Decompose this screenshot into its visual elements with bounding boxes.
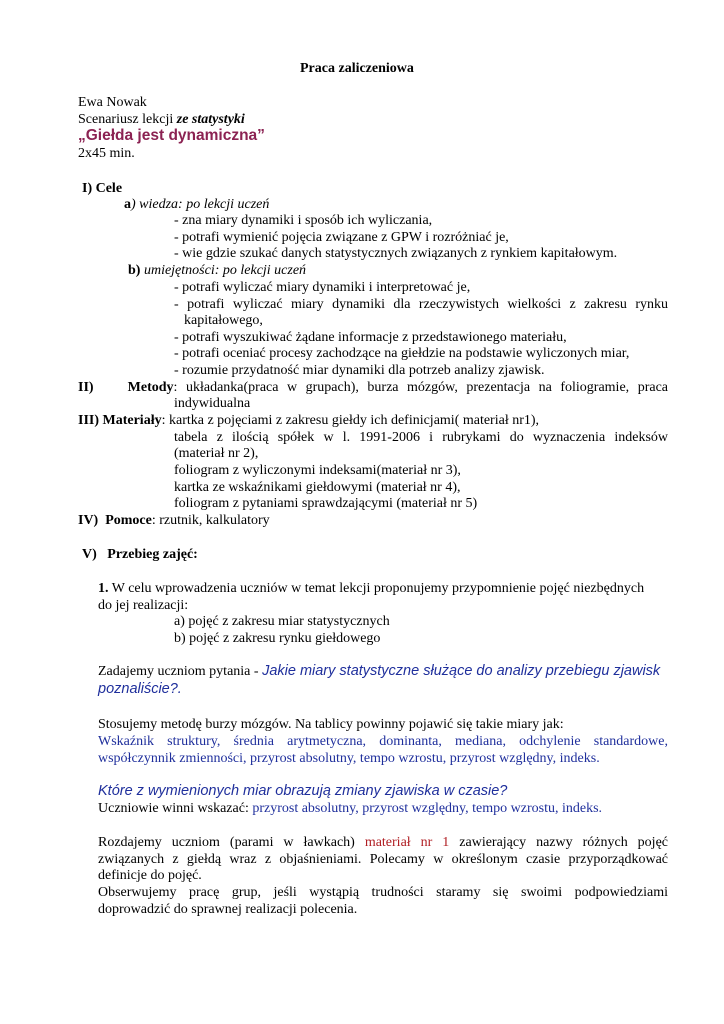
question-text: Jakie miary statystyczne służące do analizy przebiegu zjawisk xyxy=(262,663,661,679)
question2-text: Które z wymienionych miar obrazują zmiany zjawiska w czasie? xyxy=(98,783,508,799)
answer-line xyxy=(98,800,602,817)
goals-b-item: - potrafi wyliczać miary dynamiki i interpretować je, xyxy=(174,280,471,295)
aids-text: : rzutnik, kalkulatory xyxy=(151,513,270,528)
goals-b-item: - potrafi wyliczać miary dynamiki dla rzeczywistych wielkości z zakresu rynku xyxy=(174,297,668,312)
question-intro: Zadajemy uczniom pytania - xyxy=(98,664,263,679)
materials-item: foliogram z pytaniami sprawdzającymi (materiał nr 5) xyxy=(174,496,478,511)
measures-line-cont: współczynnik zmienności, przyrost absolutny, tempo wzrostu, przyrost względny, indeks. xyxy=(98,751,600,766)
step1-text-cont: do jej realizacji: xyxy=(98,598,189,613)
observe-line: Obserwujemy pracę grup, jeśli wystąpią trudności staramy się swoimi podpowiedziami xyxy=(98,885,668,900)
scenario-line xyxy=(78,111,245,128)
goals-b-item: - rozumie przydatność miar dynamiki dla potrzeb analizy zjawisk. xyxy=(174,363,545,378)
answer-text: przyrost absolutny, przyrost względny, tempo wzrostu, indeks. xyxy=(252,801,603,816)
materials-line xyxy=(78,412,539,429)
goals-b-line xyxy=(128,262,306,279)
step1-number: 1. xyxy=(98,581,109,596)
goals-b-label: b) xyxy=(128,263,141,278)
materials-item: : kartka z pojęciami z zakresu giełdy ich definicjami( materiał nr1), xyxy=(161,413,540,428)
goals-b-item: - potrafi oceniać procesy zachodzące na giełdzie na podstawie wyliczonych miar, xyxy=(174,346,630,361)
materials-item: foliogram z wyliczonymi indeksami(materiał nr 3), xyxy=(174,463,461,478)
duration: 2x45 min. xyxy=(78,146,135,161)
goals-heading: I) Cele xyxy=(82,181,123,196)
handout-line-3: definicje do pojęć. xyxy=(98,868,202,883)
lesson-title: „Giełda jest dynamiczna” xyxy=(78,127,265,144)
goals-b-text: umiejętności: po lekcji uczeń xyxy=(140,263,307,278)
brainstorm-line: Stosujemy metodę burzy mózgów. Na tablicy powinny pojawić się takie miary jak: xyxy=(98,717,564,732)
goals-b-item: - potrafi wyszukiwać żądane informacje z przedstawionego materiału, xyxy=(174,330,567,345)
materials-item-cont: (materiał nr 2), xyxy=(174,446,259,461)
goals-a-item: - potrafi wymienić pojęcia związane z GPW i rozróżniać je, xyxy=(174,230,509,245)
methods-line xyxy=(78,379,668,396)
observe-line-2: doprowadzić do sprawnej realizacji polecenia. xyxy=(98,902,358,917)
handout-line-2: związanych z giełdą wraz z objaśnieniami. Polecamy w określonym czasie przyporządkować xyxy=(98,852,668,867)
step1-line xyxy=(98,580,644,597)
answer-intro: Uczniowie winni wskazać: xyxy=(98,801,253,816)
step1-option-b: b) pojęć z zakresu rynku giełdowego xyxy=(174,631,381,646)
materials-item: kartka ze wskaźnikami giełdowymi (materiał nr 4), xyxy=(174,480,461,495)
document-title: Praca zaliczeniowa xyxy=(300,61,414,76)
materials-item: tabela z ilością spółek w l. 1991-2006 i rubrykami do wyznaczenia indeksów xyxy=(174,430,668,445)
goals-a-label: a xyxy=(124,197,131,212)
question-text-cont: poznaliście?. xyxy=(98,681,182,697)
handout-text-2: zawierający nazwy różnych pojęć xyxy=(449,835,668,850)
handout-line xyxy=(98,834,668,851)
methods-text: : układanka(praca w grupach), burza mózgów, prezentacja na foliogramie, praca xyxy=(173,380,668,395)
goals-a-text: ) wiedza: po lekcji uczeń xyxy=(131,197,270,212)
aids-line xyxy=(78,512,270,529)
handout-material: materiał nr 1 xyxy=(364,835,450,850)
goals-a-line xyxy=(124,196,269,213)
step1-text: W celu wprowadzenia uczniów w temat lekcji proponujemy przypomnienie pojęć niezbędnych xyxy=(108,581,645,596)
procedure-heading: V) Przebieg zajęć: xyxy=(82,547,198,562)
methods-label: II) Metody xyxy=(78,380,174,395)
handout-text-1: Rozdajemy uczniom (parami w ławkach) xyxy=(98,835,365,850)
goals-b-item-cont: kapitałowego, xyxy=(184,313,263,328)
scenario-prefix: Scenariusz lekcji xyxy=(78,112,177,127)
scenario-subject: ze statystyki xyxy=(176,112,245,127)
author-name: Ewa Nowak xyxy=(78,95,147,110)
materials-label: III) Materiały xyxy=(78,413,162,428)
goals-a-item: - zna miary dynamiki i sposób ich wyliczania, xyxy=(174,213,433,228)
measures-line: Wskaźnik struktury, średnia arytmetyczna, dominanta, mediana, odchylenie standardowe, xyxy=(98,734,668,749)
question-line xyxy=(98,663,660,680)
aids-label: IV) Pomoce xyxy=(78,513,152,528)
step1-option-a: a) pojęć z zakresu miar statystycznych xyxy=(174,614,390,629)
goals-a-item: - wie gdzie szukać danych statystycznych związanych z rynkiem kapitałowym. xyxy=(174,246,618,261)
methods-text-cont: indywidualna xyxy=(174,396,251,411)
